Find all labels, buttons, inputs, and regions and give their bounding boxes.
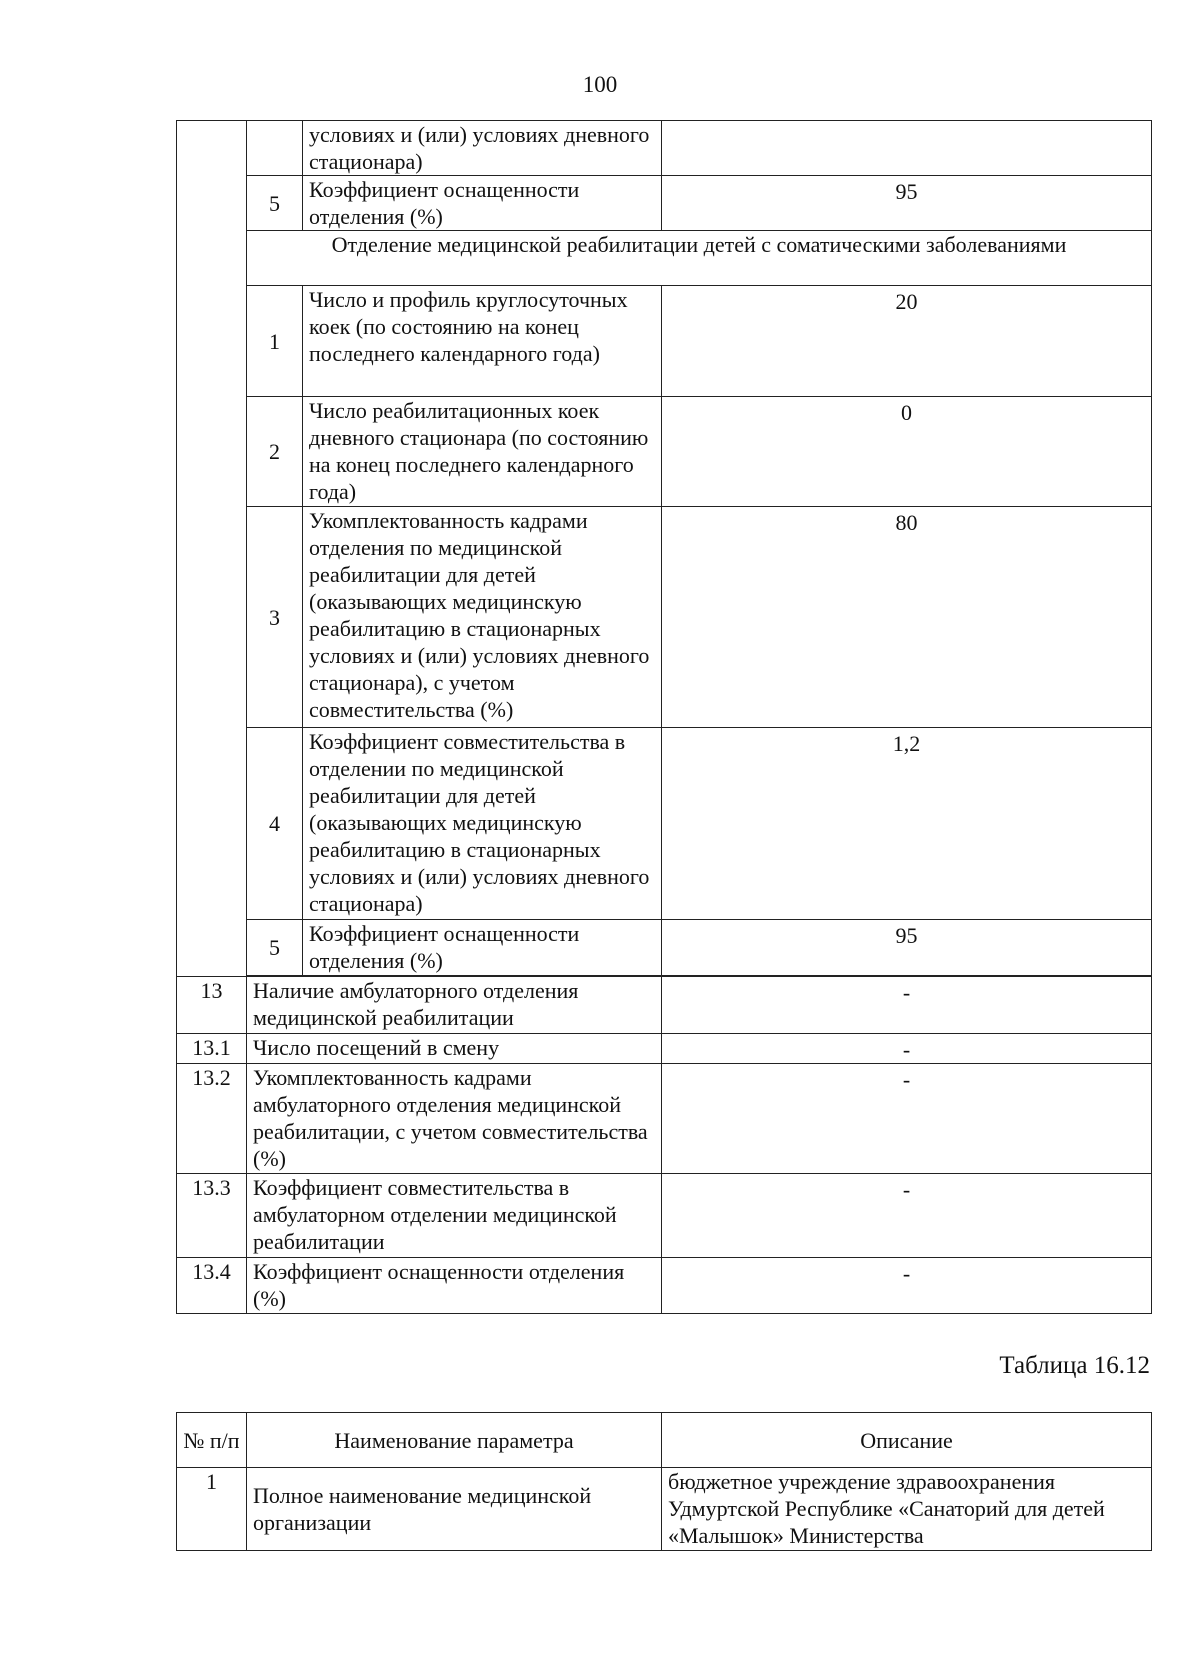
- row-number: 3: [247, 507, 303, 728]
- parameter-value: -: [662, 1174, 1152, 1258]
- table-row: [177, 397, 1152, 507]
- table-row: [177, 920, 1152, 976]
- column-header-description: Описание: [662, 1413, 1152, 1468]
- parameter-name: Коэффициент оснащенности отделения (%): [303, 176, 662, 231]
- parameter-value: -: [662, 1258, 1152, 1314]
- parameter-value: 20: [662, 286, 1152, 397]
- column-header-num: № п/п: [177, 1413, 247, 1468]
- table-caption: Таблица 16.12: [999, 1352, 1150, 1379]
- parameter-value: 95: [662, 920, 1152, 976]
- row-number: 5: [247, 920, 303, 976]
- parameters-table: [176, 120, 1152, 1314]
- section-row: [177, 231, 1152, 286]
- parameter-description: бюджетное учреждение здравоохранения Удмуртской Республике «Санаторий для детей «Малышок» Министерства: [662, 1468, 1152, 1551]
- table-row: [177, 1174, 1152, 1258]
- outer-number-cell: [177, 121, 247, 977]
- table-row: [177, 121, 1152, 176]
- parameter-value: [662, 121, 1152, 176]
- parameter-name: Полное наименование медицинской организации: [247, 1468, 662, 1551]
- parameter-name: Укомплектованность кадрами амбулаторного отделения медицинской реабилитации, с учетом совместительства (%): [247, 1064, 662, 1174]
- row-number: 13.3: [177, 1174, 247, 1258]
- parameter-name: Наличие амбулаторного отделения медицинской реабилитации: [247, 977, 662, 1034]
- parameter-value: -: [662, 1034, 1152, 1064]
- row-number: 13.2: [177, 1064, 247, 1174]
- parameter-value: 1,2: [662, 728, 1152, 920]
- table-row: [177, 1034, 1152, 1064]
- parameter-name: Коэффициент совместительства в амбулаторном отделении медицинской реабилитации: [247, 1174, 662, 1258]
- row-number: 13.1: [177, 1034, 247, 1064]
- parameter-value: -: [662, 977, 1152, 1034]
- table-row: [177, 977, 1152, 1034]
- table-row: [177, 176, 1152, 231]
- row-number: 4: [247, 728, 303, 920]
- row-number: 13.4: [177, 1258, 247, 1314]
- row-number: 1: [247, 286, 303, 397]
- row-number: 2: [247, 397, 303, 507]
- row-number: 5: [247, 176, 303, 231]
- parameter-value: 95: [662, 176, 1152, 231]
- parameter-value: 80: [662, 507, 1152, 728]
- row-number: 13: [177, 977, 247, 1034]
- row-number: [247, 121, 303, 176]
- table-row: [177, 728, 1152, 920]
- section-title: Отделение медицинской реабилитации детей с соматическими заболеваниями: [247, 231, 1152, 286]
- table-header-row: [177, 1413, 1152, 1468]
- parameter-name: Коэффициент оснащенности отделения (%): [303, 920, 662, 976]
- table-row: [177, 507, 1152, 728]
- table-row: [177, 1064, 1152, 1174]
- column-header-name: Наименование параметра: [247, 1413, 662, 1468]
- parameter-name: Коэффициент оснащенности отделения (%): [247, 1258, 662, 1314]
- table-row: [177, 1468, 1152, 1551]
- organization-table: [176, 1412, 1152, 1551]
- parameter-value: -: [662, 1064, 1152, 1174]
- parameter-name: Укомплектованность кадрами отделения по медицинской реабилитации для детей (оказывающих медицинскую реабилитацию в стационарных условиях и (или) условиях дневного стационара), с учетом совместительства (%): [303, 507, 662, 728]
- parameter-name: Число реабилитационных коек дневного стационара (по состоянию на конец последнего календарного года): [303, 397, 662, 507]
- table-row: [177, 286, 1152, 397]
- parameter-name: Число посещений в смену: [247, 1034, 662, 1064]
- table-row: [177, 1258, 1152, 1314]
- parameter-name: Число и профиль круглосуточных коек (по состоянию на конец последнего календарного года): [303, 286, 662, 397]
- parameter-name: условиях и (или) условиях дневного стационара): [303, 121, 662, 176]
- row-number: 1: [177, 1468, 247, 1551]
- parameter-value: 0: [662, 397, 1152, 507]
- page-number: 100: [582, 72, 618, 97]
- parameter-name: Коэффициент совместительства в отделении по медицинской реабилитации для детей (оказывающих медицинскую реабилитацию в стационарных условиях и (или) условиях дневного стационара): [303, 728, 662, 920]
